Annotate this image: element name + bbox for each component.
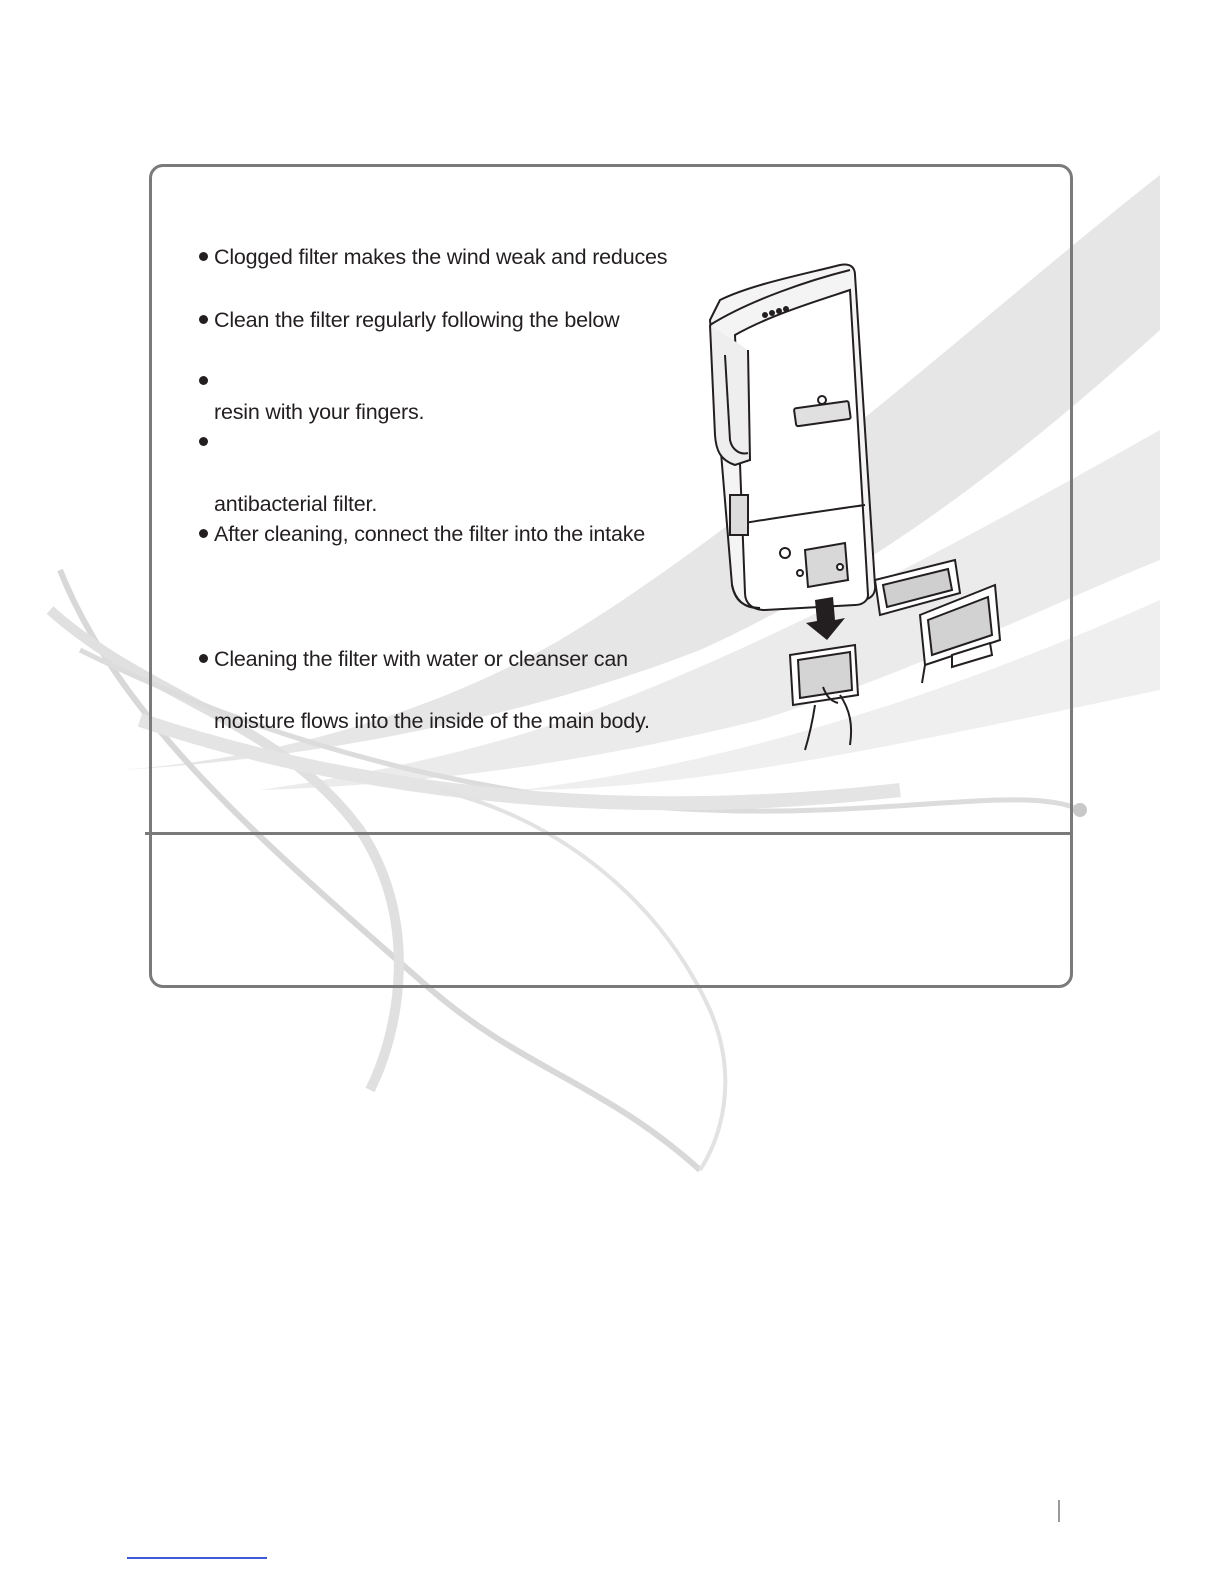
bullet-dot-icon (199, 529, 208, 538)
bullet-dot-icon (199, 654, 208, 663)
bullet-dot-icon (199, 315, 208, 324)
decorative-dot (1073, 803, 1087, 817)
bullet-empty-3 (199, 368, 214, 394)
bullet-after-cleaning (199, 521, 645, 547)
bullet-3-continuation: resin with your fingers. (214, 400, 425, 424)
bullet-text: After cleaning, connect the filter into the intake (214, 522, 646, 546)
page-separator-mark (1058, 1500, 1060, 1522)
bullet-dot-icon (199, 376, 208, 385)
bullet-text: Clean the filter regularly following the below (214, 308, 620, 332)
bullet-text: Clogged filter makes the wind weak and reduces (214, 245, 668, 269)
bullet-water-warning (199, 646, 628, 672)
bullet-clean-regularly (199, 307, 620, 333)
panel-divider (145, 832, 1073, 835)
bullet-text: Cleaning the filter with water or cleanser can (214, 647, 628, 671)
bullet-empty-4 (199, 429, 214, 455)
bullet-7-continuation: moisture flows into the inside of the main body. (214, 709, 650, 733)
bullet-dot-icon (199, 437, 208, 446)
bullet-dot-icon (199, 252, 208, 261)
footer-underline-link[interactable] (127, 1557, 267, 1559)
hand-dryer-filter-illustration (690, 255, 1010, 755)
bullet-clogged-filter (199, 244, 667, 270)
bullet-4-continuation: antibacterial filter. (214, 492, 378, 516)
